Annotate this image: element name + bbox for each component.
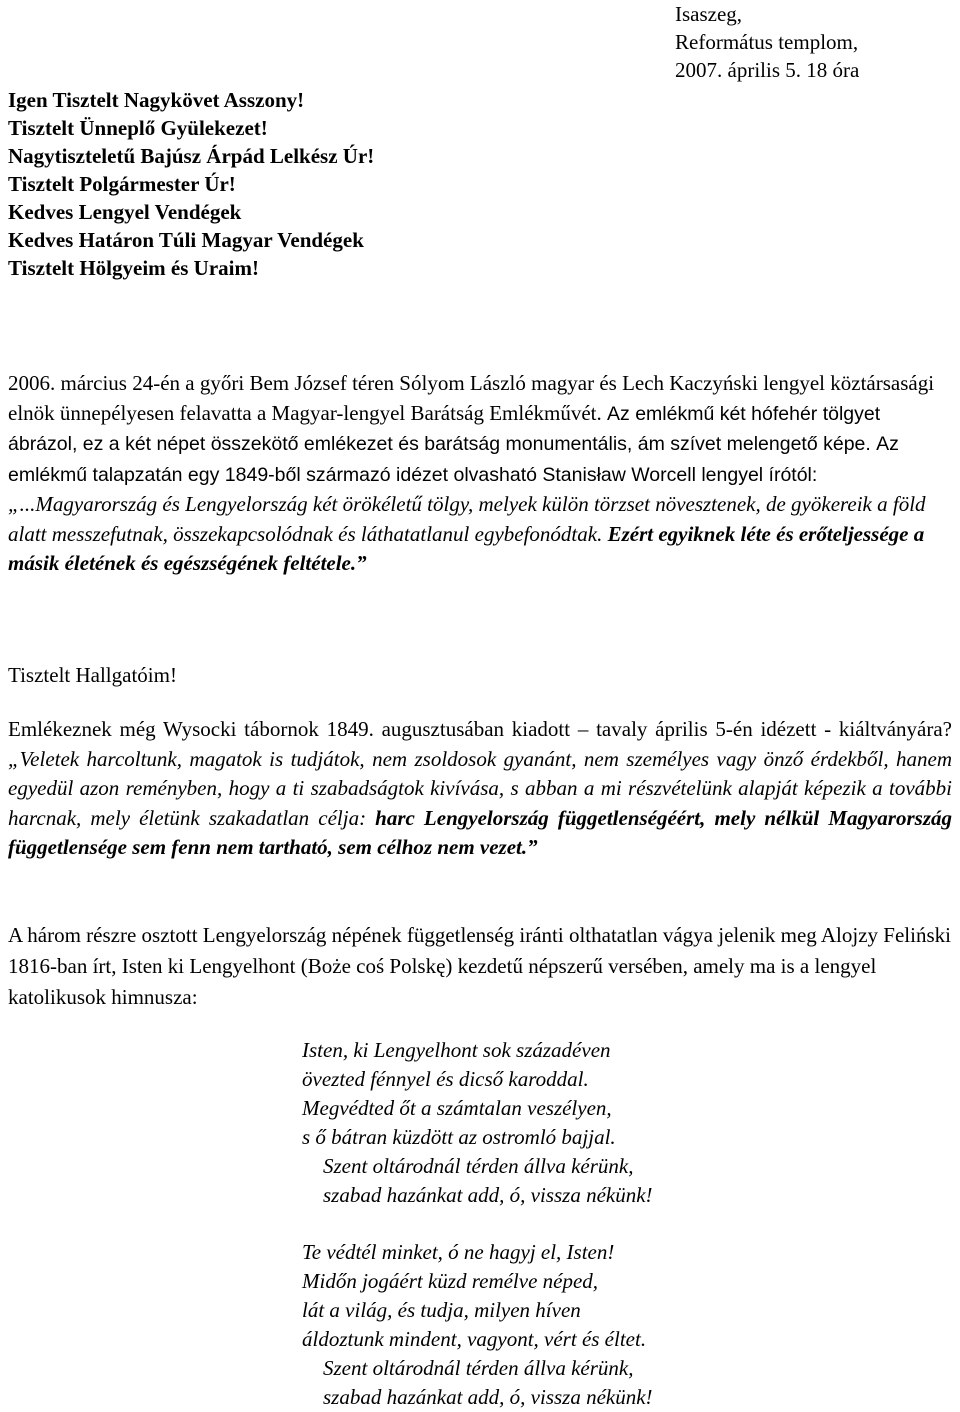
- paragraph-monument: [8, 369, 952, 579]
- salutation-line: Tisztelt Polgármester Úr!: [8, 172, 236, 196]
- greeting-listeners: Tisztelt Hallgatóim!: [8, 663, 177, 687]
- sentence-monument-description: Az emlékmű két hófehér tölgyet ábrázol, ez a két népet összekötő emlékezet és barátság monumentális, ám szívet melengető képe.: [8, 402, 881, 455]
- poem-line: Midőn jogáért küzd remélve néped,: [302, 1269, 599, 1293]
- salutation-line: Tisztelt Hölgyeim és Uraim!: [8, 256, 259, 280]
- poem-line: Megvédted őt a számtalan veszélyen,: [302, 1096, 612, 1120]
- poem-line: lát a világ, és tudja, milyen híven: [302, 1298, 581, 1322]
- poem-line: s ő bátran küzdött az ostromló bajjal.: [302, 1125, 616, 1149]
- paragraph-hymn-intro: A három részre osztott Lengyelország népének függetlenség iránti olthatatlan vágya jelenik meg Alojzy Feliński 1816-ban írt, Isten ki Lengyelhont (Boże coś Polskę) kezdetű népszerű versében, amely ma is a lengyel katolikusok himnusza:: [8, 923, 951, 1009]
- sentence-inscription: Az emlékmű talapzatán egy 1849-ből származó idézet olvasható Stanisław Worcell lengyel írótól:: [8, 433, 899, 486]
- salutation-line: Tisztelt Ünneplő Gyülekezet!: [8, 116, 268, 140]
- refrain-line: szabad hazánkat add, ó, vissza nékünk!: [323, 1385, 653, 1409]
- refrain-line: szabad hazánkat add, ó, vissza nékünk!: [323, 1183, 653, 1207]
- poem-line: övezted fénnyel és dicső karoddal.: [302, 1067, 589, 1091]
- place-and-date: [675, 0, 859, 84]
- poem-line: áldoztunk mindent, vagyont, vért és éltet.: [302, 1327, 647, 1351]
- venue-line: Református templom,: [675, 30, 859, 54]
- salutation-block: [8, 86, 374, 282]
- poem-line: Isten, ki Lengyelhont sok századéven: [302, 1038, 611, 1062]
- place-line: Isaszeg,: [675, 2, 743, 26]
- stanza-gap: [302, 1210, 653, 1238]
- sentence-inauguration: 2006. március 24-én a győri Bem József téren Sólyom László magyar és Lech Kaczyński lengyel köztársasági elnök ünnepélyesen felavatta a Magyar-lengyel Barátság Emlékművét.: [8, 371, 935, 425]
- wysocki-quote-italic: „Veletek harcoltunk, magatok is tudjátok, nem zsoldosok gyanánt, nem személyes vagy önző érdekből, hanem egyedül azon reményben, hogy a ti szabadságtok kivívása, s abban a mi részvételünk alapját képezik a további harcnak, mely életünk szakadatlan célja:: [8, 746, 952, 830]
- wysocki-intro: Emlékeznek még Wysocki tábornok 1849. augusztusában kiadott – tavaly április 5-én idézett - kiáltványára?: [8, 717, 952, 741]
- quote-italic: „...Magyarország és Lengyelország két örökéletű tölgy, melyek külön törzset növesztenek, de gyökereik a föld alatt messzefutnak, összekapcsolódnak és láthatatlanul egybefonódtak.: [8, 492, 926, 546]
- wysocki-quote-bold: harc Lengyelország függetlenségéért, mely nélkül Magyarország függetlensége sem fenn nem tartható, sem célhoz nem vezet.”: [8, 805, 952, 859]
- quote-bold: Ezért egyiknek léte és erőteljessége a másik életének és egészségének feltétele.”: [8, 521, 925, 575]
- salutation-line: Nagytiszteletű Bajúsz Árpád Lelkész Úr!: [8, 144, 375, 168]
- paragraph-wysocki: [8, 715, 952, 863]
- salutation-line: Kedves Határon Túli Magyar Vendégek: [8, 228, 364, 252]
- hymn-poem: [302, 1036, 653, 1412]
- date-line: 2007. április 5. 18 óra: [675, 58, 860, 82]
- salutation-line: Kedves Lengyel Vendégek: [8, 200, 242, 224]
- refrain-line: Szent oltárodnál térden állva kérünk,: [323, 1356, 634, 1380]
- refrain-line: Szent oltárodnál térden állva kérünk,: [323, 1154, 634, 1178]
- poem-line: Te védtél minket, ó ne hagyj el, Isten!: [302, 1240, 615, 1264]
- salutation-line: Igen Tisztelt Nagykövet Asszony!: [8, 88, 305, 112]
